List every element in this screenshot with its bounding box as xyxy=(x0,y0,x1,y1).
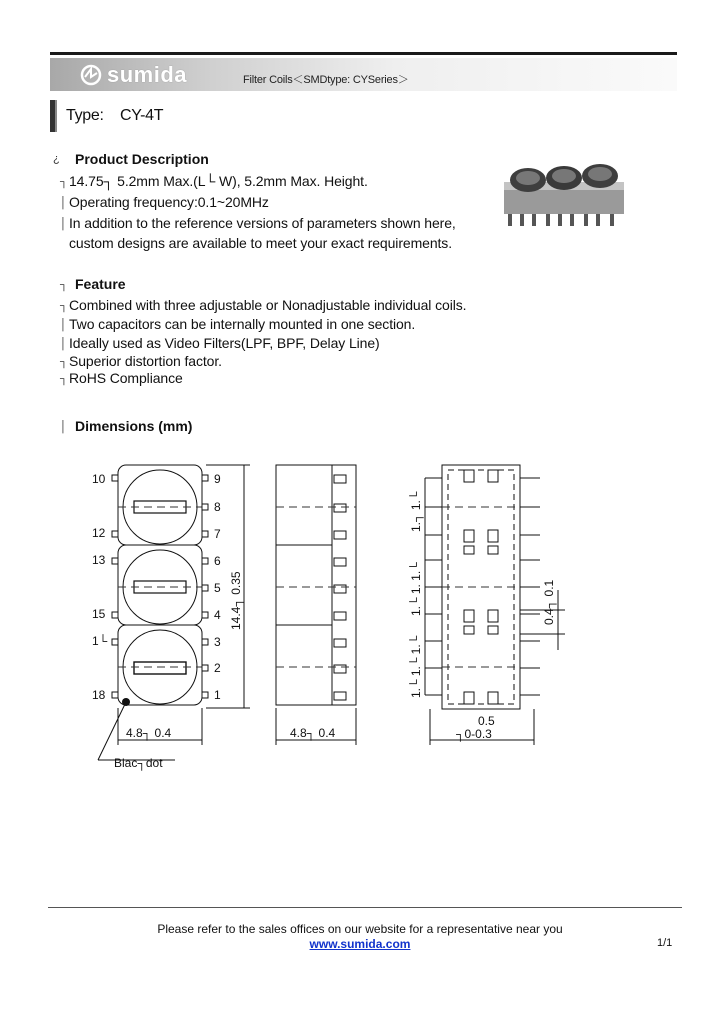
footer-note: Please refer to the sales offices on our website for a representative near you xyxy=(157,922,563,936)
pin-label-right: 8 xyxy=(214,500,221,514)
pitch-dimension-a: 1.┐ 1.└ xyxy=(409,491,423,532)
line-mark: ┐ xyxy=(60,300,68,312)
feature-line: RoHS Compliance xyxy=(69,370,183,386)
pin-label-right: 7 xyxy=(214,527,221,541)
type-label: Type: xyxy=(66,107,104,124)
header-rule xyxy=(50,52,677,55)
description-line: 14.75┐ 5.2mm Max.(L└ W), 5.2mm Max. Height. xyxy=(69,173,368,189)
brand-name: sumida xyxy=(107,62,188,87)
line-mark: │ xyxy=(60,218,67,230)
dimensions-heading: Dimensions (mm) xyxy=(75,418,193,434)
description-line: In addition to the reference versions of parameters shown here, xyxy=(69,215,456,231)
pin-label-left: 15 xyxy=(92,607,106,621)
document-category: Filter Coils＜SMDtype: CYSeries＞ xyxy=(243,74,409,86)
pin-label-left: 1└ xyxy=(92,634,108,648)
pin-label-right: 4 xyxy=(214,608,221,622)
bottom-dim-a: 0.5 xyxy=(478,714,495,728)
line-mark: │ xyxy=(60,319,67,331)
pin-label-left: 12 xyxy=(92,526,106,540)
side-width-dimension: 4.8┐ 0.4 xyxy=(290,726,336,740)
pad-dimension: 0.4┐ 0.1 xyxy=(542,579,556,625)
pin-label-left: 10 xyxy=(92,472,106,486)
page-number: 1/1 xyxy=(657,937,673,949)
description-line: Operating frequency:0.1~20MHz xyxy=(69,194,269,210)
pin-label-left: 18 xyxy=(92,688,106,702)
product-description-heading: Product Description xyxy=(75,151,209,167)
section-bullet: ¿ xyxy=(53,153,60,165)
product-photo xyxy=(500,160,630,230)
type-value: CY-4T xyxy=(120,107,164,124)
line-mark: │ xyxy=(60,197,67,209)
line-mark: ┐ xyxy=(60,373,68,385)
feature-line: Two capacitors can be internally mounted in one section. xyxy=(69,316,416,332)
line-mark: ┐ xyxy=(60,176,68,188)
section-bullet: ┐ xyxy=(60,279,68,291)
bottom-dim-b: ┐0-0.3 xyxy=(456,727,492,741)
feature-heading: Feature xyxy=(75,276,126,292)
coil-section-mid xyxy=(118,545,202,625)
type-accent-bar-light xyxy=(55,100,57,132)
line-mark: │ xyxy=(60,338,67,350)
description-line: custom designs are available to meet your exact requirements. xyxy=(69,235,452,251)
pin-label-right: 5 xyxy=(214,581,221,595)
sumida-logo-icon xyxy=(80,64,102,86)
website-link[interactable]: www.sumida.com xyxy=(309,937,411,951)
footer-rule xyxy=(48,907,682,908)
feature-line: Superior distortion factor. xyxy=(69,353,222,369)
pin-label-right: 3 xyxy=(214,635,221,649)
black-dot-label: Blac┐dot xyxy=(114,756,163,770)
front-width-dimension: 4.8┐ 0.4 xyxy=(126,726,172,740)
section-bullet: │ xyxy=(60,421,67,433)
brand-logo xyxy=(80,62,187,88)
height-dimension: 14.4┐ 0.35 xyxy=(229,571,243,630)
pitch-dimension-b: 1.└ 1. 1.└ xyxy=(409,562,423,616)
line-mark: ┐ xyxy=(60,356,68,368)
pin-label-right: 6 xyxy=(214,554,221,568)
feature-line: Combined with three adjustable or Nonadjustable individual coils. xyxy=(69,297,467,313)
pin-label-left: 13 xyxy=(92,553,106,567)
pin-label-right: 2 xyxy=(214,661,221,675)
black-dot-marker xyxy=(122,698,130,706)
pin-label-right: 1 xyxy=(214,688,221,702)
pitch-dimension-c: 1.└ 1.└ 1.└ xyxy=(409,635,423,698)
feature-line: Ideally used as Video Filters(LPF, BPF, Delay Line) xyxy=(69,335,380,351)
pin-label-right: 9 xyxy=(214,472,221,486)
coil-section-bottom xyxy=(118,625,202,705)
coil-section-top xyxy=(118,465,202,545)
dimension-drawing xyxy=(0,440,720,780)
